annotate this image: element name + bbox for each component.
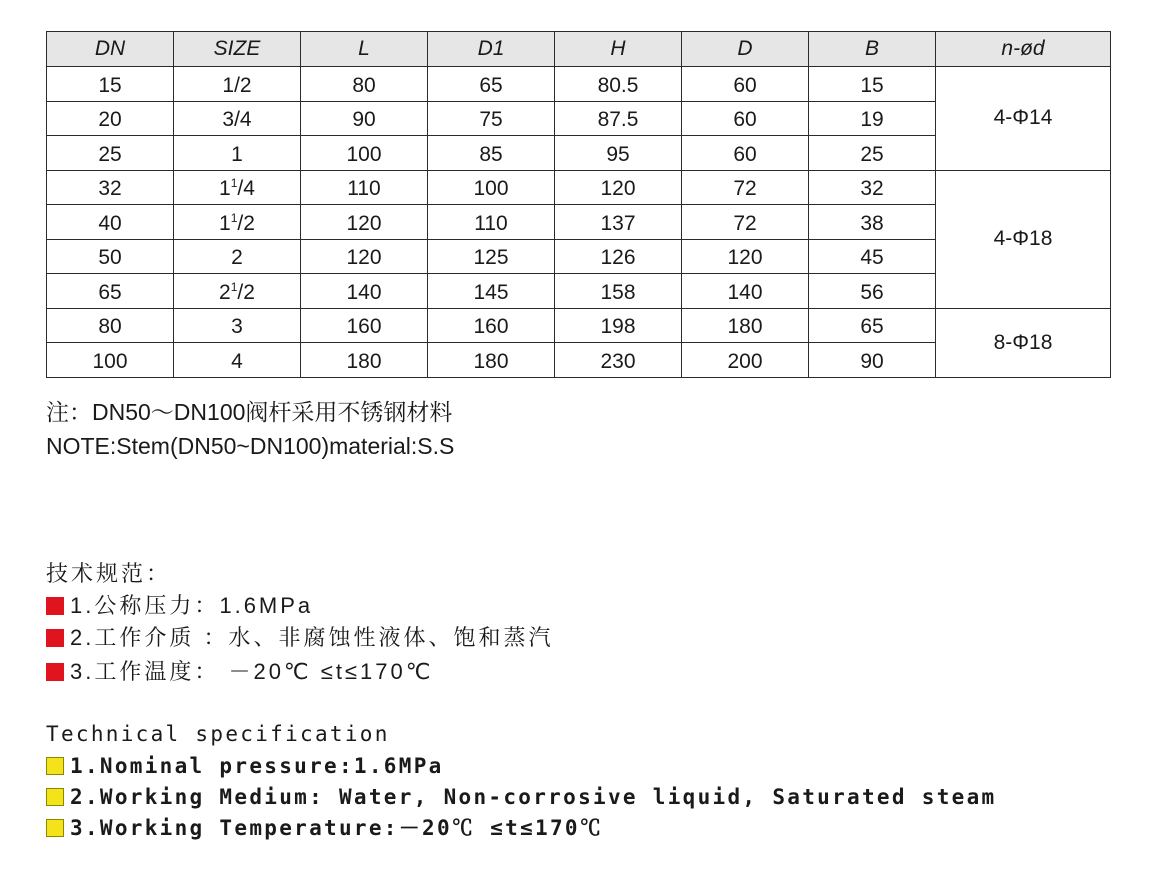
cell-l [301,205,428,240]
cell-d1 [428,170,555,205]
cell-b [809,239,936,274]
cell-dn-value: 65 [98,280,122,304]
spec-en-item [46,814,603,842]
note-en: NOTE:Stem(DN50~DN100)material:S.S [46,433,455,459]
cell-l [301,136,428,171]
cell-size [174,170,301,205]
cell-b-value: 15 [860,73,884,97]
cell-d1 [428,205,555,240]
cell-bolt-group [936,67,1111,171]
header-d1: D1 [428,32,555,67]
size-base: 3/4 [222,108,252,132]
cell-size-value [222,74,251,97]
spec-cn-item-text: 3.工作温度： －20℃ ≤t≤170℃ [70,659,434,684]
cell-l [301,101,428,136]
cell-h [555,239,682,274]
size-fraction: /2 [237,280,255,304]
cell-d1-value: 75 [479,108,503,132]
size-superscript: 1 [230,210,238,225]
header-size: SIZE [174,32,301,67]
spec-cn-item-text: 2.工作介质 ：水、非腐蚀性液体、饱和蒸汽 [70,625,554,650]
cell-d [682,274,809,309]
cell-d [682,343,809,378]
red-square-bullet-icon [46,597,64,615]
cell-dn-value: 15 [98,73,122,97]
size-fraction: /4 [237,177,255,201]
table-body [47,67,1111,378]
spec-en-item [46,752,444,780]
header-n-d: n-ød [936,32,1111,67]
cell-h [555,101,682,136]
cell-size [174,274,301,309]
cell-size-value [222,108,251,131]
cell-dn [47,136,174,171]
cell-dn [47,101,174,136]
cell-dn [47,343,174,378]
cell-b [809,308,936,343]
cell-h-value: 137 [600,211,636,235]
table-row [47,67,1111,102]
cell-l-value: 120 [346,211,382,235]
size-base: 1 [219,211,231,235]
cell-l [301,170,428,205]
cell-b-value: 19 [860,108,884,132]
size-base: 1 [219,177,231,201]
bolt-group-value: 4-Φ14 [993,106,1053,130]
cell-h-value: 95 [606,142,630,166]
cell-b-value: 65 [860,315,884,339]
cell-b [809,67,936,102]
spec-cn-item [46,592,313,620]
size-base: 1 [231,142,243,166]
cell-d1 [428,101,555,136]
cell-size [174,136,301,171]
bolt-group-value: 4-Φ18 [993,227,1053,250]
table-row [47,308,1111,343]
cell-size [174,67,301,102]
cell-d-value: 72 [733,211,757,235]
cell-d [682,205,809,240]
cell-dn-value: 40 [98,211,122,235]
cell-dn-value: 32 [98,177,122,201]
cell-d-value: 60 [733,108,757,132]
cell-d-value: 60 [733,73,757,97]
cell-h [555,67,682,102]
cell-bolt-group [936,170,1111,308]
cell-l-value: 100 [346,142,382,166]
cell-h [555,136,682,171]
cell-h-value: 230 [600,349,636,373]
cell-dn [47,170,174,205]
cell-d1 [428,274,555,309]
cell-dn [47,239,174,274]
cell-h-value: 80.5 [597,73,639,97]
cell-d1-value: 180 [473,349,509,373]
cell-size-value [231,246,243,269]
spec-cn-item [46,624,553,652]
cell-b-value: 45 [860,246,884,270]
cell-dn-value: 80 [98,315,122,339]
table-row [47,170,1111,205]
cell-d-value: 180 [727,315,763,339]
cell-b [809,205,936,240]
cell-d-value: 140 [727,280,763,304]
cell-h [555,205,682,240]
cell-bolt-group [936,308,1111,377]
cell-b-value: 32 [860,177,884,201]
cell-size-value [219,212,255,235]
spec-en-heading: Technical specification [46,722,390,746]
cell-l-value: 90 [352,108,376,132]
cell-d-value: 200 [727,349,763,373]
cell-l [301,343,428,378]
cell-b [809,343,936,378]
cell-b [809,170,936,205]
header-h: H [555,32,682,67]
red-square-bullet-icon [46,629,64,647]
spec-cn-item [46,658,433,686]
spec-en-item-text: 3.Working Temperature:－20℃ ≤t≤170℃ [70,816,604,840]
cell-b [809,274,936,309]
size-base: 2 [219,280,231,304]
cell-h-value: 198 [600,315,636,339]
cell-b-value: 38 [860,211,884,235]
cell-size [174,205,301,240]
cell-h [555,343,682,378]
cell-l-value: 110 [347,177,381,201]
table-header-row [47,32,1111,67]
cell-dn [47,67,174,102]
cell-size [174,308,301,343]
cell-l-value: 120 [346,246,382,270]
cell-d1 [428,239,555,274]
size-superscript: 1 [230,279,238,294]
cell-h [555,170,682,205]
cell-dn-value: 20 [98,108,122,132]
cell-d1-value: 125 [473,246,509,270]
cell-l-value: 180 [346,349,382,373]
cell-dn-value: 100 [92,349,128,373]
spec-cn-item-text: 1.公称压力：1.6MPa [70,593,314,618]
cell-d-value: 72 [733,177,757,201]
cell-dn-value: 50 [98,246,122,270]
cell-h [555,308,682,343]
cell-h-value: 120 [600,177,636,201]
cell-d-value: 120 [727,246,763,270]
header-dn: DN [47,32,174,67]
cell-size-value [219,281,255,304]
cell-d1-value: 145 [473,280,509,304]
cell-d [682,170,809,205]
cell-h-value: 126 [600,246,636,270]
cell-size-value [219,177,255,200]
cell-d1-value: 85 [479,142,503,166]
yellow-square-bullet-icon [46,788,64,806]
cell-b-value: 56 [860,280,884,304]
cell-b [809,136,936,171]
size-base: 1/2 [222,73,252,97]
cell-size [174,343,301,378]
cell-d [682,67,809,102]
yellow-square-bullet-icon [46,757,64,775]
cell-b [809,101,936,136]
cell-size [174,101,301,136]
cell-d [682,101,809,136]
cell-l [301,67,428,102]
cell-d [682,239,809,274]
cell-d1 [428,67,555,102]
cell-dn [47,308,174,343]
cell-h-value: 87.5 [597,108,639,132]
cell-size-value [231,350,243,373]
cell-size-value [231,143,243,166]
size-base: 2 [231,246,243,270]
cell-l [301,308,428,343]
cell-d1 [428,343,555,378]
cell-l-value: 140 [346,280,382,304]
spec-en-item-text: 1.Nominal pressure:1.6MPa [70,754,444,778]
cell-d [682,136,809,171]
header-d: D [682,32,809,67]
cell-b-value: 90 [860,349,884,373]
header-l: L [301,32,428,67]
cell-l [301,239,428,274]
size-superscript: 1 [230,176,238,191]
cell-h [555,274,682,309]
cell-d1 [428,308,555,343]
bolt-group-value: 8-Φ18 [993,330,1053,354]
cell-d1-value: 65 [479,73,503,97]
cell-l [301,274,428,309]
spec-cn-heading: 技术规范： [46,561,172,586]
size-base: 4 [231,349,243,373]
cell-d1-value: 100 [473,177,509,201]
cell-size [174,239,301,274]
spec-en-item-text: 2.Working Medium: Water, Non-corrosive liquid, Saturated steam [70,785,997,809]
cell-size-value [231,315,243,338]
size-fraction: /2 [237,211,255,235]
cell-h-value: 158 [600,280,636,304]
cell-d1-value: 160 [473,315,509,339]
note-cn: 注：DN50～DN100阀杆采用不锈钢材料 [46,399,453,425]
cell-dn-value: 25 [98,142,122,166]
header-b: B [809,32,936,67]
cell-d-value: 60 [733,142,757,166]
red-square-bullet-icon [46,663,64,681]
dimension-table [46,31,1111,378]
cell-l-value: 160 [346,315,382,339]
cell-l-value: 80 [352,73,376,97]
cell-b-value: 25 [860,142,884,166]
cell-d1 [428,136,555,171]
yellow-square-bullet-icon [46,819,64,837]
cell-d1-value: 110 [474,211,508,235]
cell-d [682,308,809,343]
size-base: 3 [231,315,243,339]
cell-dn [47,274,174,309]
cell-dn [47,205,174,240]
spec-en-item [46,783,996,811]
